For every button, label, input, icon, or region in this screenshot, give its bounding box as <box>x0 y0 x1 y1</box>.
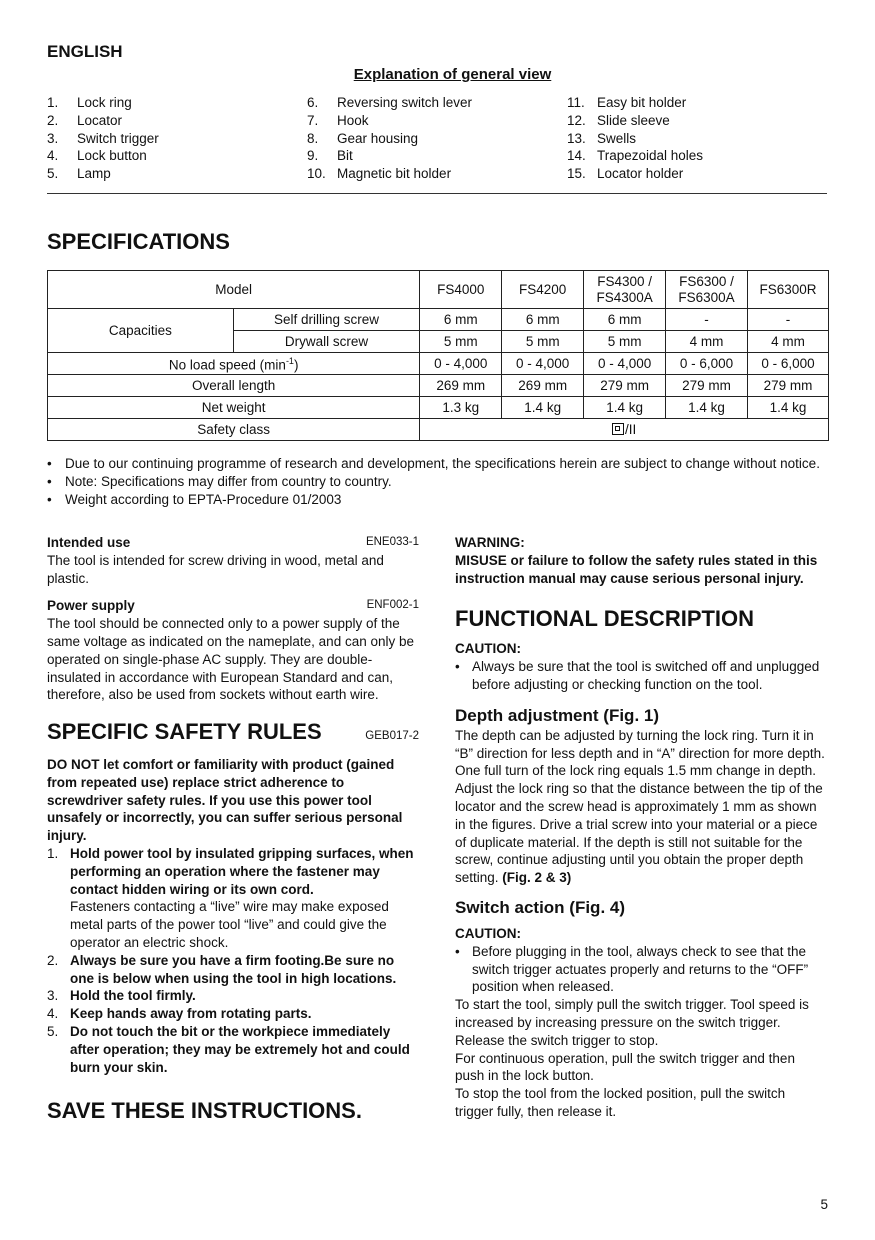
warning-text: MISUSE or failure to follow the safety rules stated in this instruction manual may cause serious personal injury. <box>455 552 818 586</box>
table-cell: 1.4 kg <box>666 397 748 419</box>
table-cell: 1.4 kg <box>502 397 584 419</box>
list-item: • Due to our continuing programme of research and development, the specifications herein are subject to change without notice. <box>47 456 820 471</box>
general-view-title: Explanation of general view <box>353 66 552 83</box>
general-view-column-1 <box>47 94 297 183</box>
general-view-column-2 <box>307 94 557 183</box>
table-cell: 5 mm <box>584 331 666 353</box>
model-cell: FS6300 / FS6300A <box>666 271 748 309</box>
intended-use-text: The tool is intended for screw driving in wood, metal and plastic. <box>47 552 384 586</box>
depth-adjustment-title: Depth adjustment (Fig. 1) <box>455 705 659 725</box>
table-cell: 279 mm <box>584 375 666 397</box>
switch-paragraph: For continuous operation, pull the switch trigger and then push in the lock button. <box>455 1050 795 1084</box>
safety-list <box>47 845 419 1076</box>
table-row <box>48 375 829 397</box>
table-cell: 0 - 4,000 <box>420 353 502 375</box>
list-item: 2. Locator <box>47 112 123 128</box>
intended-use-heading: Intended use ENE033-1 <box>47 535 419 550</box>
model-cell: FS4300 / FS4300A <box>584 271 666 309</box>
table-cell: 5 mm <box>502 331 584 353</box>
safety-class-label: Safety class <box>48 419 420 441</box>
list-item: 2. Always be sure you have a firm footing.Be sure no one is below when using the tool in high locations. <box>47 952 397 986</box>
safety-class-value: /II <box>420 419 829 441</box>
specifications-table <box>47 270 829 441</box>
caution-list <box>455 943 827 996</box>
list-item: 3. Hold the tool firmly. <box>47 988 196 1004</box>
table-row <box>48 353 829 375</box>
table-cell: 6 mm <box>502 309 584 331</box>
table-row <box>48 419 829 441</box>
table-cell: 279 mm <box>666 375 748 397</box>
table-row <box>48 309 829 331</box>
table-cell: 4 mm <box>666 331 748 353</box>
depth-paragraph: Adjust the lock ring so that the distance between the tip of the locator and the screw head is approximately 1 mm as shown in the figures. Drive a trial screw into your material or a piece of duplicate material. If the depth is still not suitable for the screw, continue adjusting until you obtain the proper depth setting. (Fig. 2 & 3) <box>455 781 823 886</box>
overall-length-label: Overall length <box>48 375 420 397</box>
table-cell: 1.4 kg <box>584 397 666 419</box>
list-item: 15. Locator holder <box>567 166 684 182</box>
caution-title: CAUTION: <box>455 641 521 657</box>
list-item: • Before plugging in the tool, always check to see that the switch trigger actuates properly and returns to the “OFF” position when released. <box>455 943 809 995</box>
functional-description-title: FUNCTIONAL DESCRIPTION <box>455 606 755 632</box>
table-cell: 279 mm <box>748 375 829 397</box>
table-row <box>48 271 829 309</box>
list-item: 14. Trapezoidal holes <box>567 148 704 164</box>
power-supply-heading: Power supply ENF002-1 <box>47 598 419 614</box>
safety-intro: DO NOT let comfort or familiarity with product (gained from repeated use) replace strict adherence to screwdriver safety rules. If you use this power tool unsafely or incorrectly, you can suffer serious personal injury. <box>47 756 403 844</box>
table-cell: 1.4 kg <box>748 397 829 419</box>
list-item: 13. Swells <box>567 130 637 146</box>
table-cell: 269 mm <box>502 375 584 397</box>
list-item: 7. Hook <box>307 112 369 128</box>
left-column <box>47 534 419 1124</box>
list-item: 6. Reversing switch lever <box>307 95 473 110</box>
list-item: 12. Slide sleeve <box>567 112 670 128</box>
net-weight-label: Net weight <box>48 397 420 419</box>
list-item: 5. Lamp <box>47 166 111 182</box>
spec-notes <box>47 455 832 508</box>
list-item: 4. Lock button <box>47 148 147 164</box>
switch-paragraph: To start the tool, simply pull the switch trigger. Tool speed is increased by increasing pressure on the switch trigger. Release the switch trigger to stop. <box>455 997 809 1048</box>
language-heading: ENGLISH <box>47 42 123 61</box>
double-insulation-icon <box>612 423 624 435</box>
list-item: 5. Do not touch the bit or the workpiece immediately after operation; they may be extremely hot and could burn your skin. <box>47 1023 410 1075</box>
table-cell: 5 mm <box>420 331 502 353</box>
caution-list <box>455 658 827 694</box>
table-cell: 0 - 6,000 <box>666 353 748 375</box>
depth-paragraph: The depth can be adjusted by turning the lock ring. Turn it in “B” direction for less depth and in “A” direction for more depth. One full turn of the lock ring equals 1.5 mm change in depth. <box>455 727 825 779</box>
table-cell: - <box>748 309 829 331</box>
caution-title: CAUTION: <box>455 925 521 941</box>
no-load-speed-label: No load speed $(\min^{-1})$ <box>48 353 420 375</box>
list-item: 3. Switch trigger <box>47 130 159 146</box>
self-drilling-label: Self drilling screw <box>233 309 420 331</box>
list-item: 11. Easy bit holder <box>567 95 687 110</box>
model-label: Model <box>48 271 420 309</box>
table-cell: 269 mm <box>420 375 502 397</box>
drywall-label: Drywall screw <box>233 331 420 353</box>
table-cell: 0 - 4,000 <box>584 353 666 375</box>
model-cell: FS4200 <box>502 271 584 309</box>
specifications-title: SPECIFICATIONS <box>47 229 230 254</box>
page-number: 5 <box>820 1197 828 1212</box>
list-item: 9. Bit <box>307 148 353 164</box>
right-column <box>455 534 827 1121</box>
table-cell: 6 mm <box>584 309 666 331</box>
switch-action-title: Switch action (Fig. 4) <box>455 897 626 917</box>
table-cell: 4 mm <box>748 331 829 353</box>
model-cell: FS6300R <box>748 271 829 309</box>
capacities-label: Capacities <box>48 309 234 353</box>
warning-title: WARNING: <box>455 535 525 550</box>
power-supply-text: The tool should be connected only to a power supply of the same voltage as indicated on the nameplate, and can only be operated on single-phase AC supply. They are double-insulated in accordance with European Standard and can, therefore, also be used from sockets without earth wire. <box>47 616 414 703</box>
list-item: 1. Hold power tool by insulated gripping surfaces, when performing an operation where the fastener may contact hidden wiring or its own cord. Fasteners contacting a “live” wire may make exposed metal parts of the power tool “live” and could give the operator an electric shock. <box>47 845 414 950</box>
table-row <box>48 397 829 419</box>
table-cell: 6 mm <box>420 309 502 331</box>
list-item: 10. Magnetic bit holder <box>307 166 452 182</box>
general-view-column-3 <box>567 94 817 183</box>
table-cell: 0 - 4,000 <box>502 353 584 375</box>
section-divider <box>47 193 827 194</box>
list-item: • Weight according to EPTA-Procedure 01/2003 <box>47 491 342 507</box>
safety-rules-heading: SPECIFIC SAFETY RULES GEB017-2 <box>47 719 419 745</box>
save-instructions: SAVE THESE INSTRUCTIONS. <box>47 1098 362 1124</box>
list-item: 8. Gear housing <box>307 130 419 146</box>
list-item: 4. Keep hands away from rotating parts. <box>47 1006 312 1022</box>
list-item: • Always be sure that the tool is switched off and unplugged before adjusting or checking function on the tool. <box>455 659 820 692</box>
table-cell: - <box>666 309 748 331</box>
model-cell: FS4000 <box>420 271 502 309</box>
switch-paragraph: To stop the tool from the locked position, pull the switch trigger fully, then release it. <box>455 1086 786 1119</box>
table-cell: 1.3 kg <box>420 397 502 419</box>
list-item: • Note: Specifications may differ from country to country. <box>47 473 392 489</box>
table-cell: 0 - 6,000 <box>748 353 829 375</box>
list-item: 1. Lock ring <box>47 95 132 110</box>
